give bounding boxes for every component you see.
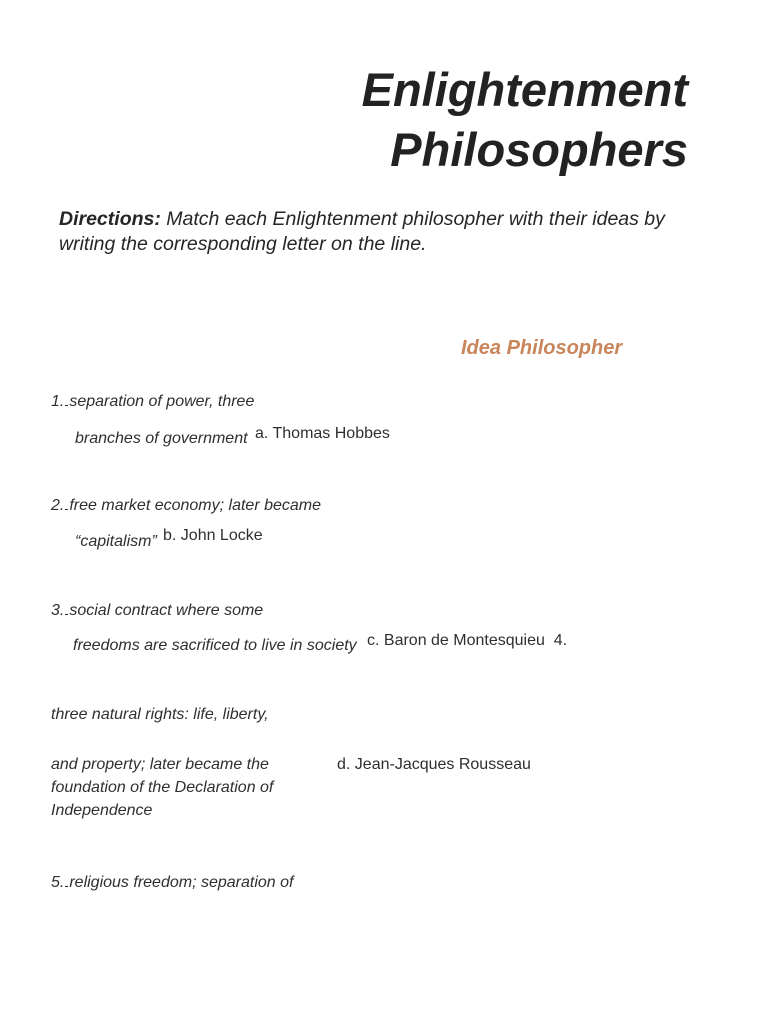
directions-label: Directions:: [59, 208, 161, 230]
item-3-answer-blank[interactable]: [65, 614, 68, 615]
item-5-number: 5.: [51, 874, 65, 891]
item-4-number: 4.: [553, 632, 568, 649]
item-5-line-1: [51, 874, 293, 892]
philosopher-c: c. Baron de Montesquieu: [367, 632, 545, 649]
philosopher-a: a. Thomas Hobbes: [255, 425, 390, 442]
item-3-number: 3.: [51, 602, 65, 619]
item-1-number: 1.: [51, 393, 65, 410]
item-1-text-1: separation of power, three: [69, 393, 255, 410]
item-2-line-1: [51, 497, 321, 515]
title-line-2: Philosophers: [390, 123, 688, 176]
philosopher-d: d. Jean-Jacques Rousseau: [337, 756, 531, 773]
item-3-line-2: freedoms are sacrificed to live in society: [73, 637, 357, 654]
item-1-line-2: branches of government: [75, 430, 248, 447]
item-3-text-1: social contract where some: [69, 602, 264, 619]
item-2-answer-blank[interactable]: [65, 509, 68, 510]
item-1-answer-blank[interactable]: [65, 405, 68, 406]
item-5-text-1: religious freedom; separation of: [69, 874, 294, 891]
page-title: [362, 60, 688, 180]
item-4-line-2: and property; later became the: [51, 756, 269, 773]
column-header: Idea Philosopher: [461, 337, 623, 359]
item-3-line-1: [51, 602, 263, 620]
item-2-text-1: free market economy; later became: [69, 497, 322, 514]
item-1-line-1: [51, 393, 254, 411]
directions-text: Match each Enlightenment philosopher with their ideas by writing the corresponding letter on the line.: [59, 208, 665, 255]
item-4-text-block: [51, 753, 273, 822]
philosopher-c-row: [367, 632, 567, 650]
item-2-line-2: “capitalism”: [75, 533, 157, 550]
item-5-answer-blank[interactable]: [65, 886, 68, 887]
directions: [59, 207, 709, 257]
item-4-line-1: three natural rights: life, liberty,: [51, 706, 269, 723]
item-4-line-3: foundation of the Declaration of: [51, 779, 274, 796]
item-2-number: 2.: [51, 497, 65, 514]
item-4-line-4: Independence: [51, 802, 153, 819]
title-line-1: Enlightenment: [361, 63, 688, 116]
philosopher-b: b. John Locke: [163, 527, 263, 544]
